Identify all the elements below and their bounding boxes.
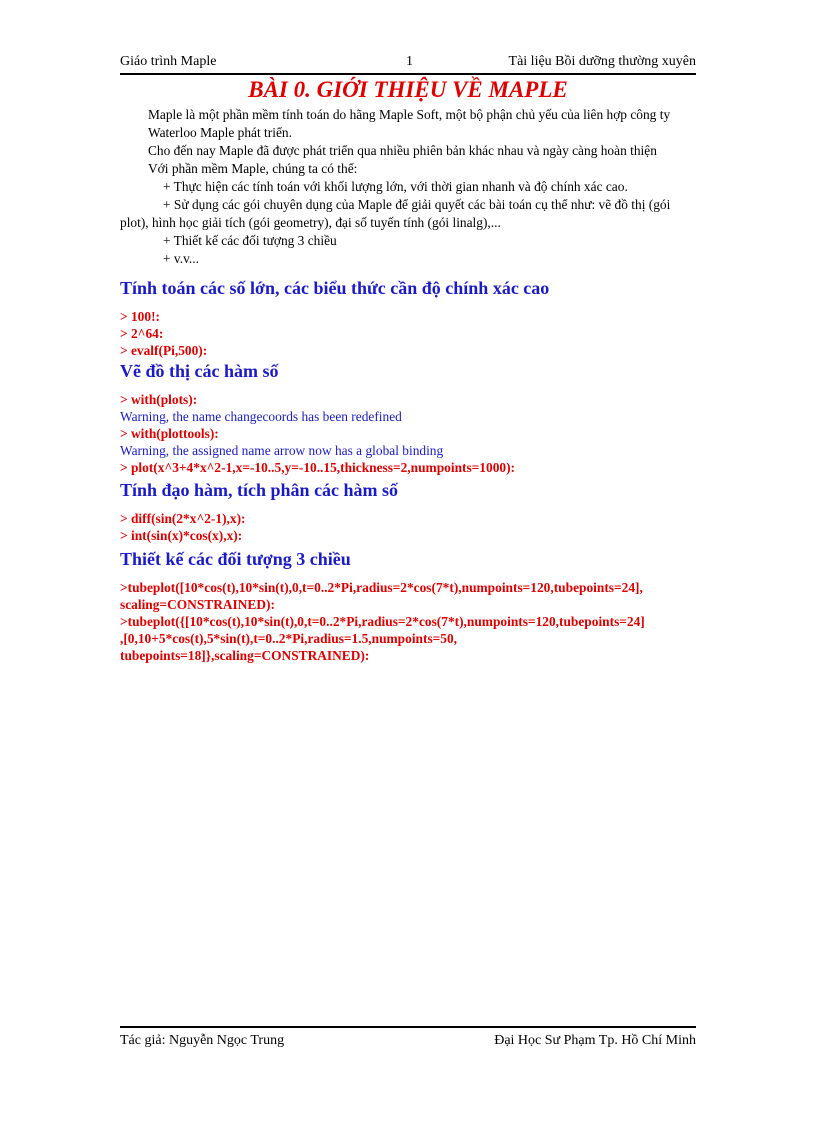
intro-paragraph: Cho đến nay Maple đã được phát triển qua nhiều phiên bản khác nhau và ngày càng hoàn thiện xyxy=(148,143,657,158)
maple-command: > with(plottools): xyxy=(120,426,219,441)
maple-command: >tubeplot([10*cos(t),10*sin(t),0,t=0..2*Pi,radius=2*cos(7*t),numpoints=120,tubepoints=24], xyxy=(120,580,643,595)
header-divider xyxy=(120,73,696,75)
maple-warning: Warning, the name changecoords has been redefined xyxy=(120,409,402,424)
maple-command: > evalf(Pi,500): xyxy=(120,343,208,358)
section-heading-plotting: Vẽ đồ thị các hàm số xyxy=(120,361,279,381)
maple-command: > with(plots): xyxy=(120,392,198,407)
maple-command: > 100!: xyxy=(120,309,160,324)
intro-paragraph: Maple là một phần mềm tính toán do hãng Maple Soft, một bộ phận chủ yếu của liên hợp công ty Waterloo Maple phát triển. xyxy=(148,107,671,140)
maple-command: scaling=CONSTRAINED): xyxy=(120,597,275,612)
header-right: Tài liệu Bồi dưỡng thường xuyên xyxy=(508,54,696,69)
document-page xyxy=(120,0,696,1123)
page-number: 1 xyxy=(406,54,413,69)
capability-item: + Sử dụng các gói chuyên dụng của Maple để giải quyết các bài toán cụ thể như: vẽ đồ thị (gói plot), hình học giải tích (gói geometry), đại số tuyến tính (gói linalg),... xyxy=(120,197,671,230)
maple-command: tubepoints=18]},scaling=CONSTRAINED): xyxy=(120,648,370,663)
maple-command: > 2^64: xyxy=(120,326,164,341)
section-heading-large-numbers: Tính toán các số lớn, các biểu thức cần độ chính xác cao xyxy=(120,278,550,298)
section-heading-calculus: Tính đạo hàm, tích phân các hàm số xyxy=(120,480,399,500)
maple-command: > diff(sin(2*x^2-1),x): xyxy=(120,511,246,526)
capability-item: + v.v... xyxy=(163,251,199,266)
maple-command: >tubeplot({[10*cos(t),10*sin(t),0,t=0..2*Pi,radius=2*cos(7*t),numpoints=120,tubepoints=24] xyxy=(120,614,645,629)
capability-item: + Thiết kế các đối tượng 3 chiều xyxy=(163,233,337,248)
intro-paragraph: Với phần mềm Maple, chúng ta có thể: xyxy=(148,161,358,176)
section-heading-3d-design: Thiết kế các đối tượng 3 chiều xyxy=(120,549,351,569)
document-body xyxy=(120,106,696,664)
page-title: BÀI 0. GIỚI THIỆU VỀ MAPLE xyxy=(248,77,568,102)
maple-command: > plot(x^3+4*x^2-1,x=-10..5,y=-10..15,thickness=2,numpoints=1000): xyxy=(120,460,516,475)
footer-author: Tác giả: Nguyễn Ngọc Trung xyxy=(120,1033,285,1048)
page-header xyxy=(120,53,696,71)
capability-item: + Thực hiện các tính toán với khối lượng lớn, với thời gian nhanh và độ chính xác cao. xyxy=(163,179,628,194)
maple-command: ,[0,10+5*cos(t),5*sin(t),t=0..2*Pi,radius=1.5,numpoints=50, xyxy=(120,631,458,646)
header-left: Giáo trình Maple xyxy=(120,54,217,69)
footer-institution: Đại Học Sư Phạm Tp. Hồ Chí Minh xyxy=(494,1033,696,1048)
maple-command: > int(sin(x)*cos(x),x): xyxy=(120,528,243,543)
footer-divider xyxy=(120,1026,696,1028)
maple-warning: Warning, the assigned name arrow now has a global binding xyxy=(120,443,444,458)
